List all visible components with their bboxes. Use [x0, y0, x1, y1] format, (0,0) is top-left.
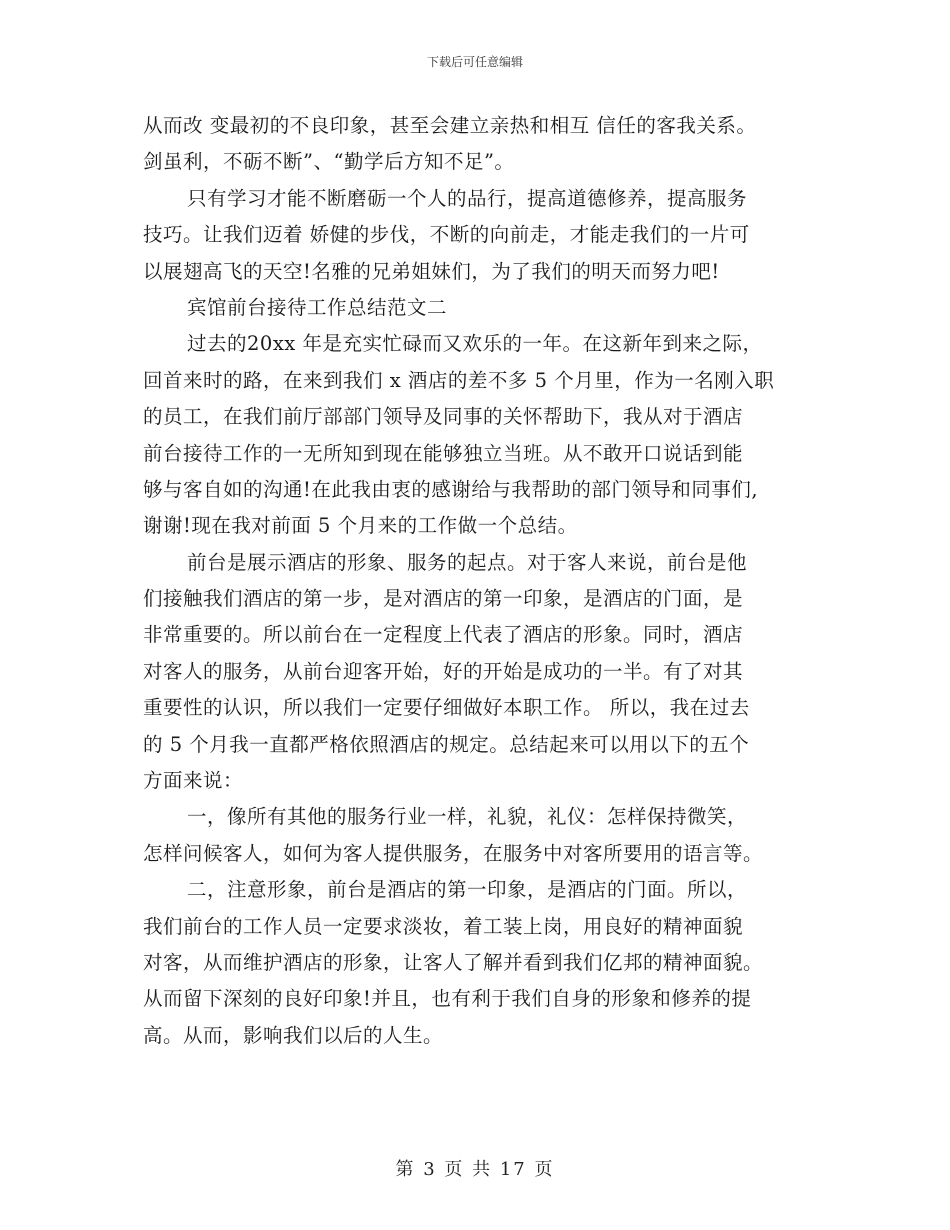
document-body — [143, 108, 815, 1054]
text-line: 前台接待工作的一无所知到现在能够独立当班。从不敢开口说话到能 — [143, 441, 744, 465]
text-line: 非常重要的。所以前台在一定程度上代表了酒店的形象。同时，酒店 — [143, 623, 744, 647]
page-number: 第 3 页 共 17 页 — [395, 1159, 555, 1180]
text-line: 够与客自如的沟通!在此我由衷的感谢给与我帮助的部门领导和同事们, — [143, 477, 759, 501]
text-line: 谢谢!现在我对前面 5 个月来的工作做一个总结。 — [143, 514, 578, 538]
text-line: 高。从而，影响我们以后的人生。 — [143, 1023, 444, 1047]
text-line: 从而改 变最初的不良印象，甚至会建立亲热和相互 信任的客我关系。 — [143, 114, 757, 137]
text-line: 一，像所有其他的服务行业一样，礼貌，礼仪：怎样保持微笑， — [187, 805, 748, 829]
text-line: 我们前台的工作人员一定要求淡妆，着工装上岗，用良好的精神面貌 — [143, 914, 744, 938]
text-line: 只有学习才能不断磨砺一个人的品行，提高道德修养，提高服务 — [187, 186, 748, 210]
text-line: 的员工，在我们前厅部部门领导及同事的关怀帮助下，我从对于酒店 — [143, 405, 744, 429]
text-line: 怎样问候客人，如何为客人提供服务，在服务中对客所要用的语言等。 — [143, 841, 764, 865]
text-line: 重要性的认识，所以我们一定要仔细做好本职工作。 所以，我在过去 — [143, 696, 750, 720]
text-line: 技巧。让我们迈着 娇健的步伐，不断的向前走，才能走我们的一片可 — [143, 223, 750, 247]
text-line: 过去的20xx 年是充实忙碌而又欢乐的一年。在这新年到来之际， — [187, 332, 763, 356]
text-line: 二，注意形象，前台是酒店的第一印象，是酒店的门面。所以， — [187, 878, 748, 902]
text-line: 方面来说： — [143, 769, 244, 793]
text-line: 对客人的服务，从前台迎客开始，好的开始是成功的一半。有了对其 — [143, 659, 744, 683]
text-line: 剑虽利，不砺不断”、“勤学后方知不足”。 — [143, 150, 515, 174]
text-line: 以展翅高飞的天空!名雅的兄弟姐妹们，为了我们的明天而努力吧! — [143, 259, 720, 283]
text-line: 回首来时的路，在来到我们 x 酒店的差不多 5 个月里，作为一名刚入职 — [143, 368, 775, 392]
text-line: 的 5 个月我一直都严格依照酒店的规定。总结起来可以用以下的五个 — [143, 732, 750, 756]
text-line: 宾馆前台接待工作总结范文二 — [187, 295, 448, 319]
text-line: 从而留下深刻的良好印象!并且，也有利于我们自身的形象和修养的提 — [143, 987, 752, 1011]
text-line: 们接触我们酒店的第一步，是对酒店的第一印象，是酒店的门面，是 — [143, 587, 744, 611]
text-line: 对客，从而维护酒店的形象，让客人了解并看到我们亿邦的精神面貌。 — [143, 950, 764, 974]
text-line: 前台是展示酒店的形象、服务的起点。对于客人来说，前台是他 — [187, 550, 748, 574]
page-header: 下载后可任意编辑 — [426, 55, 523, 69]
